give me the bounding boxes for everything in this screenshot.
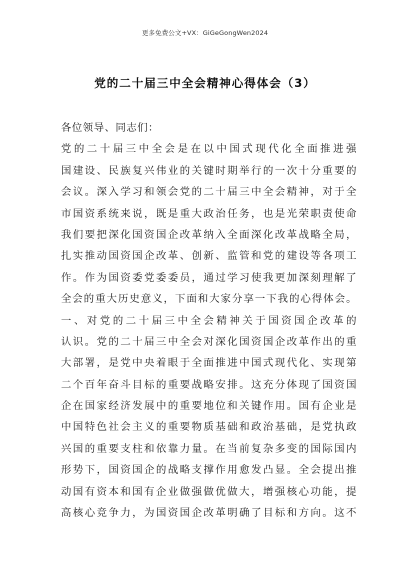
body-line: 全会的重大历史意义，下面和大家分享一下我的心得体会。 [61,293,357,306]
body-line: 认识。党的二十届三中全会对深化国资国企改革作出的重 [61,335,357,348]
body-line: 高核心竞争力，为国资国企改革明确了目标和方向。这不 [61,507,357,520]
body-line: 一、对党的二十届三中全会精神关于国资国企改革的 [61,314,357,327]
body-line: 中国特色社会主义的重要物质基础和政治基础，是党执政 [61,421,357,434]
body-line: 党的二十届三中全会是在以中国式现代化全面推进强 [61,143,357,156]
body-line: 企在国家经济发展中的重要地位和关键作用。国有企业是 [61,400,357,413]
body-line: 市国资系统来说，既是重大政治任务，也是光荣职责使命 [61,207,357,220]
document-title: 党的二十届三中全会精神心得体会（3） [94,76,316,90]
body-line: 形势下，国资国企的战略支撑作用愈发凸显。全会提出推 [61,464,357,477]
body-line: 扎实推动国资国企改革、创新、监管和党的建设等各项工 [61,250,357,263]
body-line: 大部署，是党中央着眼于全面推进中国式现代化、实现第 [61,357,357,370]
body-line: 各位领导、同志们： [61,122,160,134]
body-line: 动国有资本和国有企业做强做优做大，增强核心功能，提 [61,485,357,498]
body-line: 国建设、民族复兴伟业的关键时期举行的一次十分重要的 [61,164,357,177]
body-line: 二个百年奋斗目标的重要战略安排。这充分体现了国资国 [61,378,357,391]
header-note: 更多免费公文+VX：GiGeGongWen2024 [141,29,269,37]
body-line: 会议。深入学习和领会党的二十届三中全会精神，对于全 [61,186,357,199]
body-line: 作。作为国资委党委委员，通过学习使我更加深刻理解了 [61,271,357,284]
body-line: 兴国的重要支柱和依靠力量。在当前复杂多变的国际国内 [61,442,357,455]
body-line: 我们要把深化国资国企改革纳入全面深化改革战略全局， [61,228,357,241]
document-body [61,118,357,524]
